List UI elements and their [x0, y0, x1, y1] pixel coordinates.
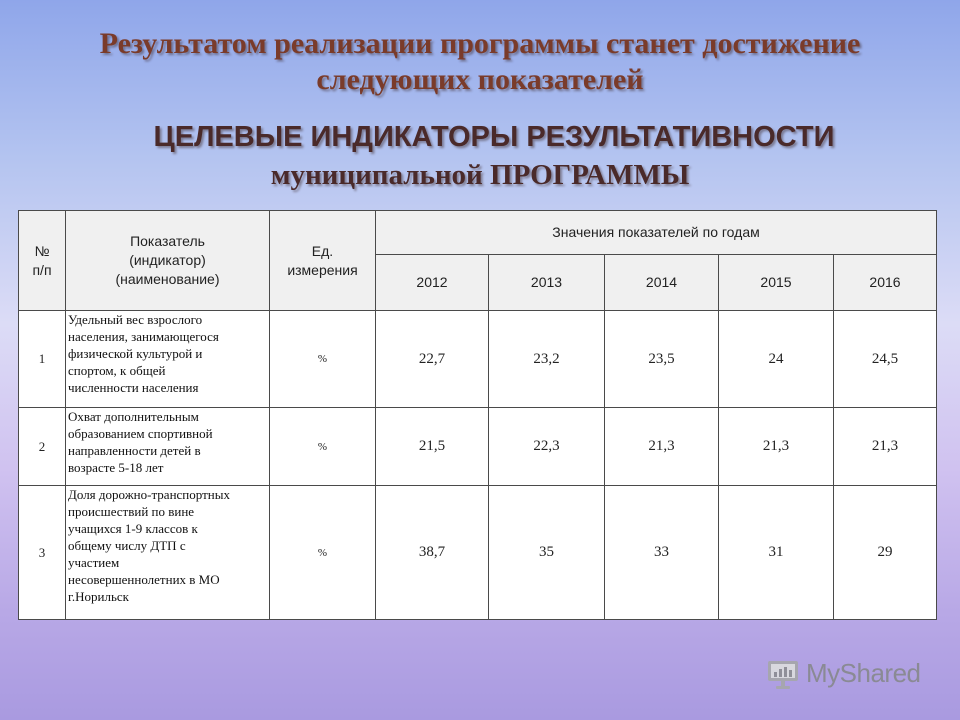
row-unit: %: [270, 486, 376, 620]
indicator-name-line: происшествий по вине: [68, 504, 195, 519]
row-value: 24,5: [834, 311, 937, 408]
header-unit-line-1: Ед.: [311, 242, 334, 259]
watermark-text: MyShared: [806, 658, 921, 688]
indicator-name-line: направленности детей в: [68, 443, 201, 458]
presentation-board-icon: [766, 658, 800, 690]
slide-subtitle-line-1: ЦЕЛЕВЫЕ ИНДИКАТОРЫ РЕЗУЛЬТАТИВНОСТИ: [153, 121, 835, 153]
row-value: 22,7: [376, 311, 489, 408]
row-value: 23,5: [605, 311, 719, 408]
indicator-name-line: г.Норильск: [68, 589, 129, 604]
row-value: 38,7: [376, 486, 489, 620]
row-value: 33: [605, 486, 719, 620]
header-number-line-1: №: [34, 242, 50, 259]
row-value: 24: [719, 311, 834, 408]
row-value: 29: [834, 486, 937, 620]
row-value: 21,3: [719, 408, 834, 486]
indicator-name-line: учащихся 1-9 классов к: [68, 521, 198, 536]
indicator-name-line: несовершеннолетних в МО: [68, 572, 220, 587]
header-unit: [270, 211, 376, 311]
row-value: 23,2: [489, 311, 605, 408]
table-header-row-1: [19, 211, 937, 255]
indicator-name-line: возрасте 5-18 лет: [68, 460, 164, 475]
row-indicator-name: [66, 486, 270, 620]
indicator-name-line: спортом, к общей: [68, 363, 166, 378]
row-value: 21,3: [834, 408, 937, 486]
header-year: 2014: [605, 255, 719, 311]
indicator-name-line: участием: [68, 555, 120, 570]
slide-title-line-2: следующих показателей: [316, 63, 644, 96]
watermark-logo[interactable]: [766, 656, 936, 692]
header-values-group: Значения показателей по годам: [376, 211, 937, 255]
indicator-name-line: общему числу ДТП с: [68, 538, 186, 553]
indicator-name-line: физической культурой и: [68, 346, 203, 361]
table-row: [19, 408, 937, 486]
indicator-name-line: населения, занимающегося: [68, 329, 219, 344]
header-unit-line-2: измерения: [287, 261, 358, 278]
table-row: [19, 486, 937, 620]
indicator-name-line: образованием спортивной: [68, 426, 213, 441]
row-number: 3: [19, 486, 66, 620]
indicator-name-line: Охват дополнительным: [68, 409, 199, 424]
header-year: 2013: [489, 255, 605, 311]
row-value: 31: [719, 486, 834, 620]
table-row: [19, 311, 937, 408]
indicator-name-line: Удельный вес взрослого: [68, 312, 203, 327]
row-value: 35: [489, 486, 605, 620]
slide-title-line-1: Результатом реализации программы станет достижение: [99, 27, 861, 60]
row-unit: %: [270, 311, 376, 408]
row-number: 2: [19, 408, 66, 486]
slide-subtitle-line-2: муниципальной ПРОГРАММЫ: [270, 159, 690, 191]
header-indicator-line-1: Показатель: [130, 233, 205, 249]
header-year: 2012: [376, 255, 489, 311]
indicator-name-line: Доля дорожно-транспортных: [68, 487, 230, 502]
row-value: 21,5: [376, 408, 489, 486]
row-indicator-name: [66, 311, 270, 408]
header-year: 2015: [719, 255, 834, 311]
row-indicator-name: [66, 408, 270, 486]
header-indicator: [66, 211, 270, 311]
row-value: 21,3: [605, 408, 719, 486]
row-number: 1: [19, 311, 66, 408]
header-number-line-2: п/п: [32, 261, 52, 278]
header-indicator-line-2: (индикатор): [129, 252, 206, 268]
header-year: 2016: [834, 255, 937, 311]
row-unit: %: [270, 408, 376, 486]
row-value: 22,3: [489, 408, 605, 486]
indicator-name-line: численности населения: [68, 380, 199, 395]
header-indicator-line-3: (наименование): [115, 271, 220, 287]
header-number: [19, 211, 66, 311]
indicators-table: [18, 210, 937, 620]
